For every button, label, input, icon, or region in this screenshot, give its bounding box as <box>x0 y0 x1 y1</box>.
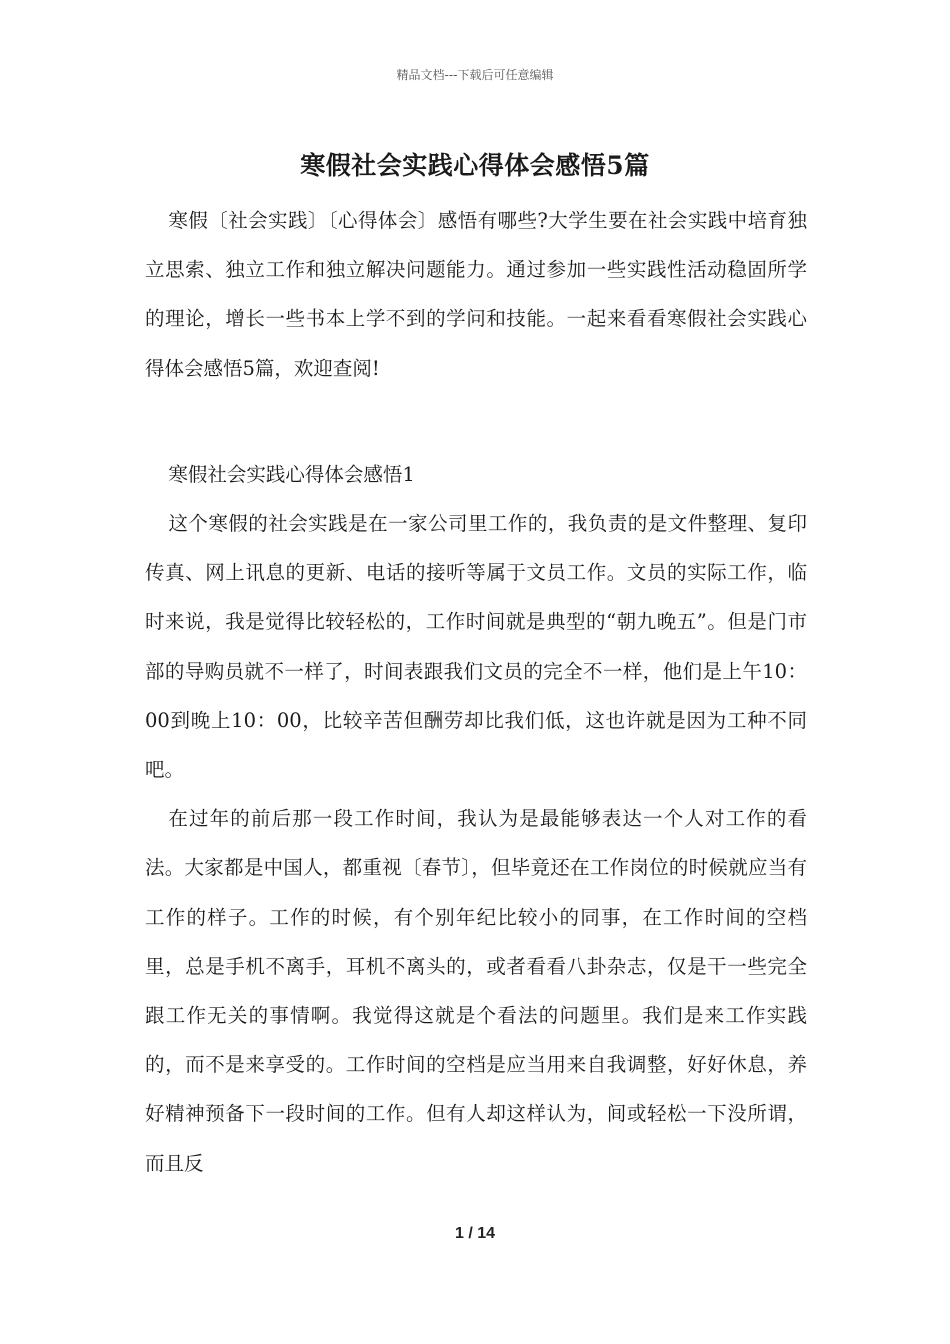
intro-paragraph: 寒假〔社会实践〕〔心得体会〕感悟有哪些?大学生要在社会实践中培育独立思索、独立工作和独立解决问题能力。通过参加一些实践性活动稳固所学的理论，增长一些书本上学不到的学问和技能。一起来看看寒假社会实践心得体会感悟5篇，欢迎查阅! <box>145 209 807 380</box>
page-number: 1 / 14 <box>454 1225 496 1242</box>
header-note: 精品文档---下载后可任意编辑 <box>396 68 554 82</box>
section-heading: 寒假社会实践心得体会感悟1 <box>168 462 415 486</box>
body-paragraph-1: 这个寒假的社会实践是在一家公司里工作的，我负责的是文件整理、复印传真、网上讯息的更新、电话的接听等属于文员工作。文员的实际工作，临时来说，我是觉得比较轻松的，工作时间就是典型的“朝九晚五”。但是门市部的导购员就不一样了，时间表跟我们文员的完全不一样，他们是上午10：00到晚上10：00，比较辛苦但酬劳却比我们低，这也许就是因为工种不同吧。 <box>145 512 807 782</box>
document-body <box>145 196 807 1188</box>
body-paragraph-2: 在过年的前后那一段工作时间，我认为是最能够表达一个人对工作的看法。大家都是中国人，都重视〔春节〕，但毕竟还在工作岗位的时候就应当有工作的样子。工作的时候，有个别年纪比较小的同事，在工作时间的空档里，总是手机不离手，耳机不离头的，或者看看八卦杂志，仅是干一些完全跟工作无关的事情啊。我觉得这就是个看法的问题里。我们是来工作实践的，而不是来享受的。工作时间的空档是应当用来自我调整，好好休息，养好精神预备下一段时间的工作。但有人却这样认为，间或轻松一下没所谓，而且反 <box>145 807 807 1175</box>
document-title: 寒假社会实践心得体会感悟5篇 <box>300 151 650 180</box>
